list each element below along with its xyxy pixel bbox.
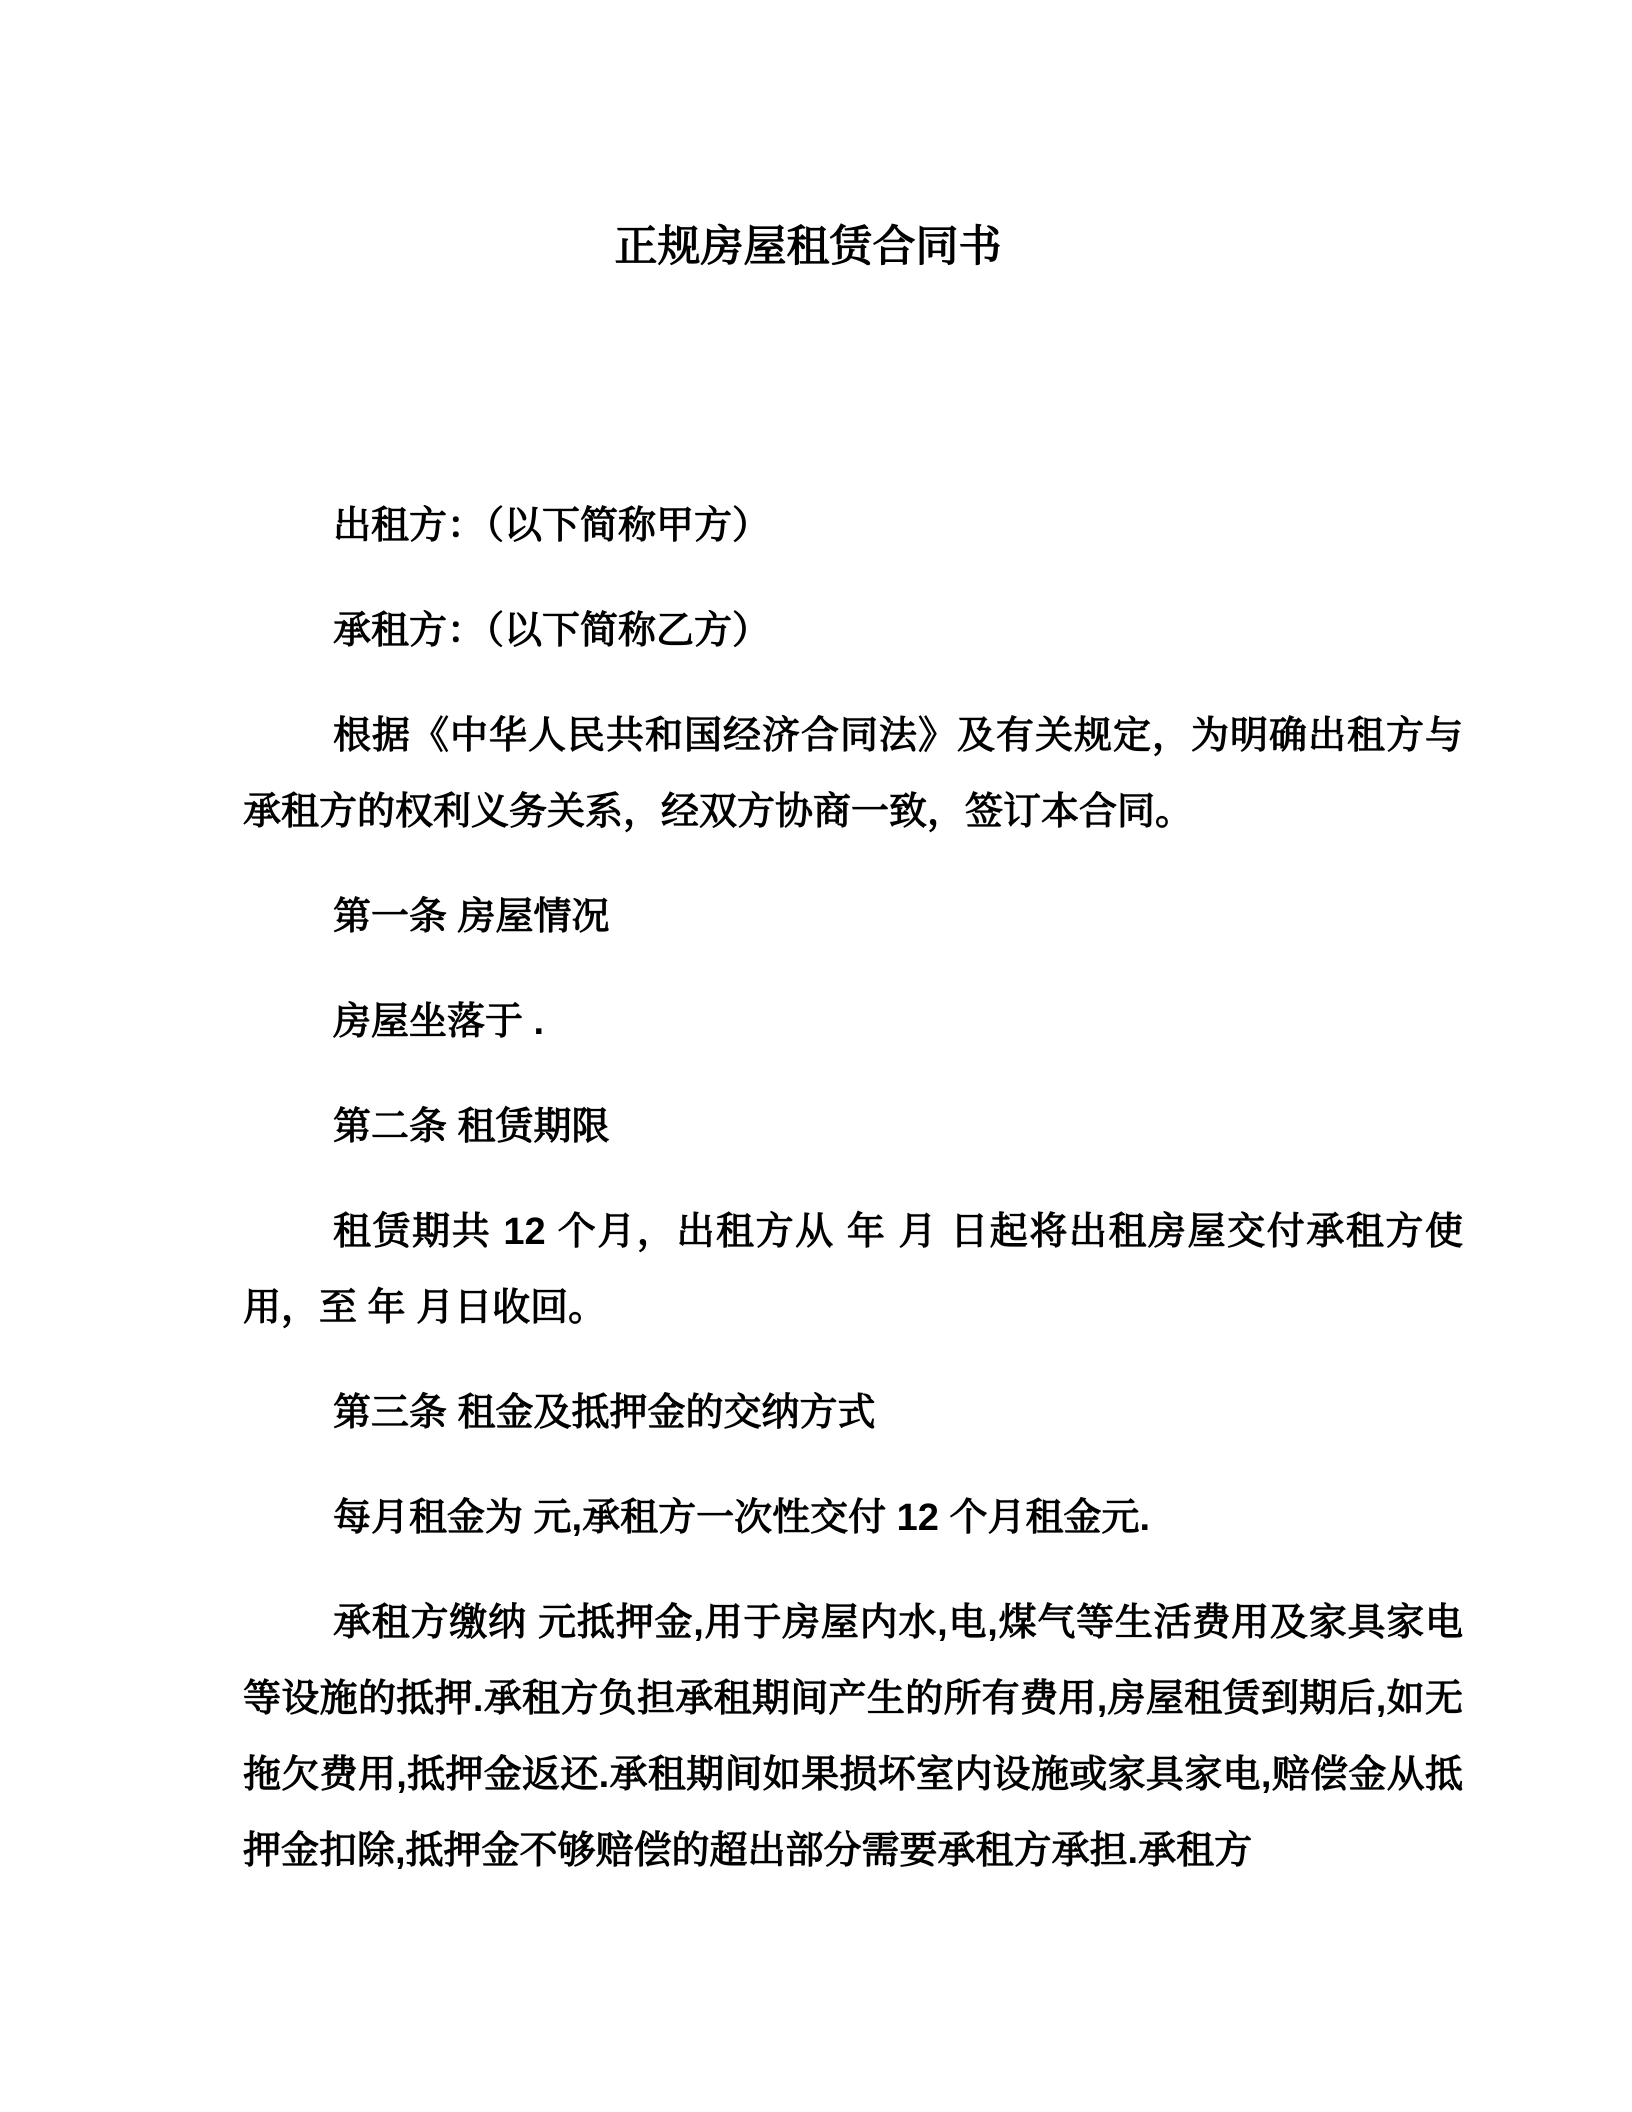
- document-title: 正规房屋租赁合同书: [614, 223, 1002, 271]
- deposit-paragraph: 承租方缴纳 元抵押金,用于房屋内水,电,煤气等生活费用及家具家电等设施的抵押.承租方负担承租期间产生的所有费用,房屋租赁到期后,如无拖欠费用,抵押金返还.承租期间如果损坏室内设施或家具家电,赔偿金从抵押金扣除,抵押金不够赔偿的超出部分需要承租方承担.承租方: [243, 1602, 1463, 1872]
- lease-term-paragraph: 租赁期共 12 个月，出租方从 年 月 日起将出租房屋交付承租方使用，至 年 月日收回。: [243, 1211, 1463, 1329]
- party-a-line: 出租方：（以下简称甲方）: [333, 505, 771, 547]
- party-b-line: 承租方：（以下简称乙方）: [333, 610, 771, 652]
- article-1-heading: 第一条 房屋情况: [333, 896, 610, 938]
- preamble-paragraph: 根据《中华人民共和国经济合同法》及有关规定，为明确出租方与承租方的权利义务关系，经双方协商一致，签订本合同。: [243, 715, 1463, 833]
- article-3-heading: 第三条 租金及抵押金的交纳方式: [333, 1392, 876, 1434]
- article-2-heading: 第二条 租赁期限: [333, 1106, 610, 1148]
- house-location-line: 房屋坐落于 .: [333, 1001, 545, 1043]
- rent-payment-line: 每月租金为 元,承租方一次性交付 12 个月租金元.: [333, 1497, 1151, 1539]
